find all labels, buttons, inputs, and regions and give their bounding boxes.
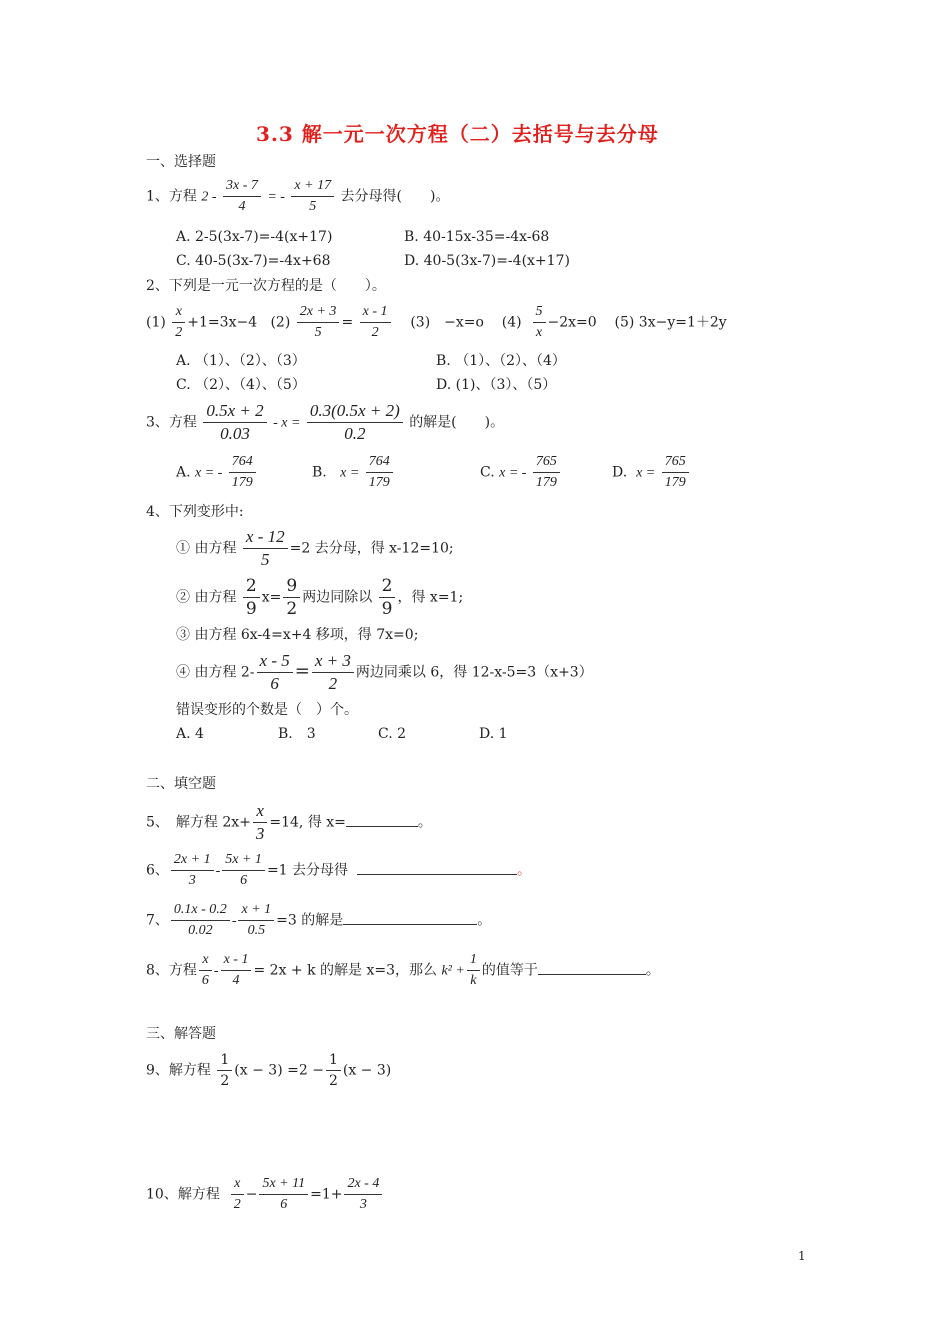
- q3-tail: 的解是( )。: [409, 414, 505, 431]
- q6-fraction-2: $\frac{5x + 1}{6}$: [222, 850, 265, 891]
- q8-fraction-1: $\frac{x}{6}$: [199, 950, 212, 991]
- q1-equals: = -: [267, 189, 285, 205]
- q4-line-3: ③ 由方程 6x-4=x+4 移项，得 7x=0;: [176, 627, 419, 643]
- q4-line2-fraction-2: $\frac{9}{2}$: [283, 575, 300, 620]
- q3-fraction-2: $\frac{0.3(0.5x + 2)}{0.2}$: [307, 400, 403, 445]
- q3-fraction-1: $\frac{0.5x + 2}{0.03}$: [203, 400, 266, 445]
- q1-tail: 去分母得( )。: [340, 188, 450, 205]
- q2-item2-fraction-1: $\frac{2x + 3}{5}$: [297, 302, 340, 343]
- question-4: 4、下列变形中:: [146, 504, 244, 520]
- q2-item4-fraction: $\frac{5}{x}$: [533, 302, 546, 343]
- q2-option-c: C. （2）、（4）、（5）: [176, 377, 306, 393]
- q1-two: 2 -: [201, 189, 217, 205]
- question-7: 7、 $\frac{0.1x - 0.2}{0.02}$ - $\frac{x + 1}{0.5}$ =3 的解是 。: [146, 900, 491, 941]
- q3-option-d-fraction: $\frac{765}{179}$: [662, 452, 689, 493]
- q10-fraction-2: $\frac{5x + 11}{6}$: [259, 1174, 308, 1215]
- q3-lead: 3、方程: [146, 414, 197, 431]
- q8-answer-blank[interactable]: [538, 960, 646, 975]
- q7-fraction-1: $\frac{0.1x - 0.2}{0.02}$: [171, 900, 230, 941]
- q4-line-2: ② 由方程 $\frac{2}{9}$ x= $\frac{9}{2}$ 两边同除以 $\frac{2}{9}$ ，得 x=1;: [176, 576, 464, 619]
- q5-answer-blank[interactable]: [346, 812, 418, 827]
- q1-option-b: B. 40-15x-35=-4x-68: [404, 229, 550, 245]
- question-5: 5、 解方程 2x+ $\frac{x}{3}$ =14, 得 x= 。: [146, 801, 432, 843]
- q4-line1-fraction: $\frac{x - 12}{5}$: [243, 526, 288, 571]
- q3-option-d: D. x = $\frac{765}{179}$: [612, 452, 691, 493]
- q3-mid: - x =: [273, 415, 301, 431]
- q9-fraction-1: $\frac{1}{2}$: [217, 1050, 232, 1091]
- q1-fraction-1: $\frac{3x - 7}{4}$: [223, 176, 261, 217]
- q9-fraction-2: $\frac{1}{2}$: [326, 1050, 341, 1091]
- q2-item3: (3) −x=o: [410, 314, 484, 331]
- q2-item5: (5) 3x−y=1＋2y: [614, 314, 727, 331]
- q4-line4-fraction-1: $\frac{x - 5}{6}$: [257, 650, 293, 695]
- q5-fraction: $\frac{x}{3}$: [253, 800, 268, 845]
- q4-option-c: C. 2: [378, 726, 407, 742]
- q2-item4-label: (4): [501, 314, 522, 331]
- q6-answer-blank[interactable]: [357, 860, 517, 875]
- q7-fraction-2: $\frac{x + 1}{0.5}$: [238, 900, 274, 941]
- q4-option-a: A. 4: [176, 726, 204, 742]
- q8-fraction-3: $\frac{1}{k}$: [467, 950, 480, 991]
- q1-option-d: D. 40-5(3x-7)=-4(x+17): [404, 253, 570, 269]
- q2-item2-fraction-2: $\frac{x - 1}{2}$: [360, 302, 391, 343]
- q2-option-b: B. （1）、（2）、（4）: [436, 353, 566, 369]
- q1-option-c: C. 40-5(3x-7)=-4x+68: [176, 253, 331, 269]
- q1-lead: 1、方程: [146, 188, 197, 205]
- question-8: 8、方程 $\frac{x}{6}$ - $\frac{x - 1}{4}$ = 2x + k 的解是 x=3，那么 k² + $\frac{1}{k}$ 的值等于 。: [146, 950, 660, 991]
- q2-item1-fraction: $\frac{x}{2}$: [172, 302, 185, 343]
- q1-fraction-2: $\frac{x + 17}{5}$: [291, 176, 334, 217]
- question-2: 2、下列是一元一次方程的是（ ）。: [146, 278, 386, 294]
- page-number: 1: [798, 1249, 806, 1263]
- q2-items: [146, 302, 727, 343]
- q8-fraction-2: $\frac{x - 1}{4}$: [221, 950, 252, 991]
- q1-option-a: A. 2-5(3x-7)=-4(x+17): [176, 229, 333, 245]
- q2-item1-label: (1): [146, 314, 166, 331]
- q10-fraction-1: $\frac{x}{2}$: [231, 1174, 244, 1215]
- q3-option-b-fraction: $\frac{764}{179}$: [366, 452, 393, 493]
- q4-question: 错误变形的个数是（ ）个。: [176, 702, 358, 718]
- q2-item2-equals: =: [341, 314, 354, 331]
- q6-fraction-1: $\frac{2x + 1}{3}$: [171, 850, 214, 891]
- q2-option-d: D. (1)、（3）、（5）: [436, 377, 557, 393]
- q2-option-a: A. （1）、（2）、（3）: [176, 353, 306, 369]
- q3-option-c: C. x = - $\frac{765}{179}$: [480, 452, 562, 493]
- question-10: 10、解方程 $\frac{x}{2}$ − $\frac{5x + 11}{6}$ =1+ $\frac{2x - 4}{3}$: [146, 1174, 384, 1215]
- q4-line-1: ① 由方程 $\frac{x - 12}{5}$ =2 去分母，得 x-12=10;: [176, 527, 454, 569]
- question-9: 9、解方程 $\frac{1}{2}$ (x − 3) =2 − $\frac{1}{2}$ (x − 3): [146, 1052, 392, 1089]
- section-heading-solve: 三、解答题: [146, 1026, 216, 1042]
- q3-option-a: A. x = - $\frac{764}{179}$: [176, 452, 258, 493]
- q4-option-b: B. 3: [278, 726, 316, 742]
- section-heading-choice: 一、选择题: [146, 154, 216, 170]
- q3-option-c-fraction: $\frac{765}{179}$: [533, 452, 560, 493]
- q7-answer-blank[interactable]: [343, 910, 477, 925]
- q2-item4-tail: −2x=0: [547, 314, 597, 331]
- q4-line-4: ④ 由方程 2- $\frac{x - 5}{6}$ = $\frac{x + 3}{2}$ 两边同乘以 6，得 12-x-5=3（x+3）: [176, 651, 593, 693]
- q3-option-b: B. x = $\frac{764}{179}$: [312, 452, 395, 493]
- q4-line2-fraction-3: $\frac{2}{9}$: [379, 575, 396, 620]
- section-heading-fill: 二、填空题: [146, 776, 216, 792]
- q4-option-d: D. 1: [479, 726, 508, 742]
- page-title: 3.3 解一元一次方程（二）去括号与去分母: [256, 122, 659, 146]
- q10-fraction-3: $\frac{2x - 4}{3}$: [344, 1174, 382, 1215]
- q4-line4-fraction-2: $\frac{x + 3}{2}$: [312, 650, 354, 695]
- question-6: 6、 $\frac{2x + 1}{3}$ - $\frac{5x + 1}{6}$ =1 去分母得 。: [146, 850, 531, 891]
- q3-option-a-fraction: $\frac{764}{179}$: [229, 452, 256, 493]
- q2-item1-tail: +1=3x−4: [187, 314, 258, 331]
- q2-item2-label: (2): [270, 314, 291, 331]
- question-3: [146, 400, 504, 445]
- question-1: [146, 176, 449, 217]
- q4-line2-fraction-1: $\frac{2}{9}$: [243, 575, 260, 620]
